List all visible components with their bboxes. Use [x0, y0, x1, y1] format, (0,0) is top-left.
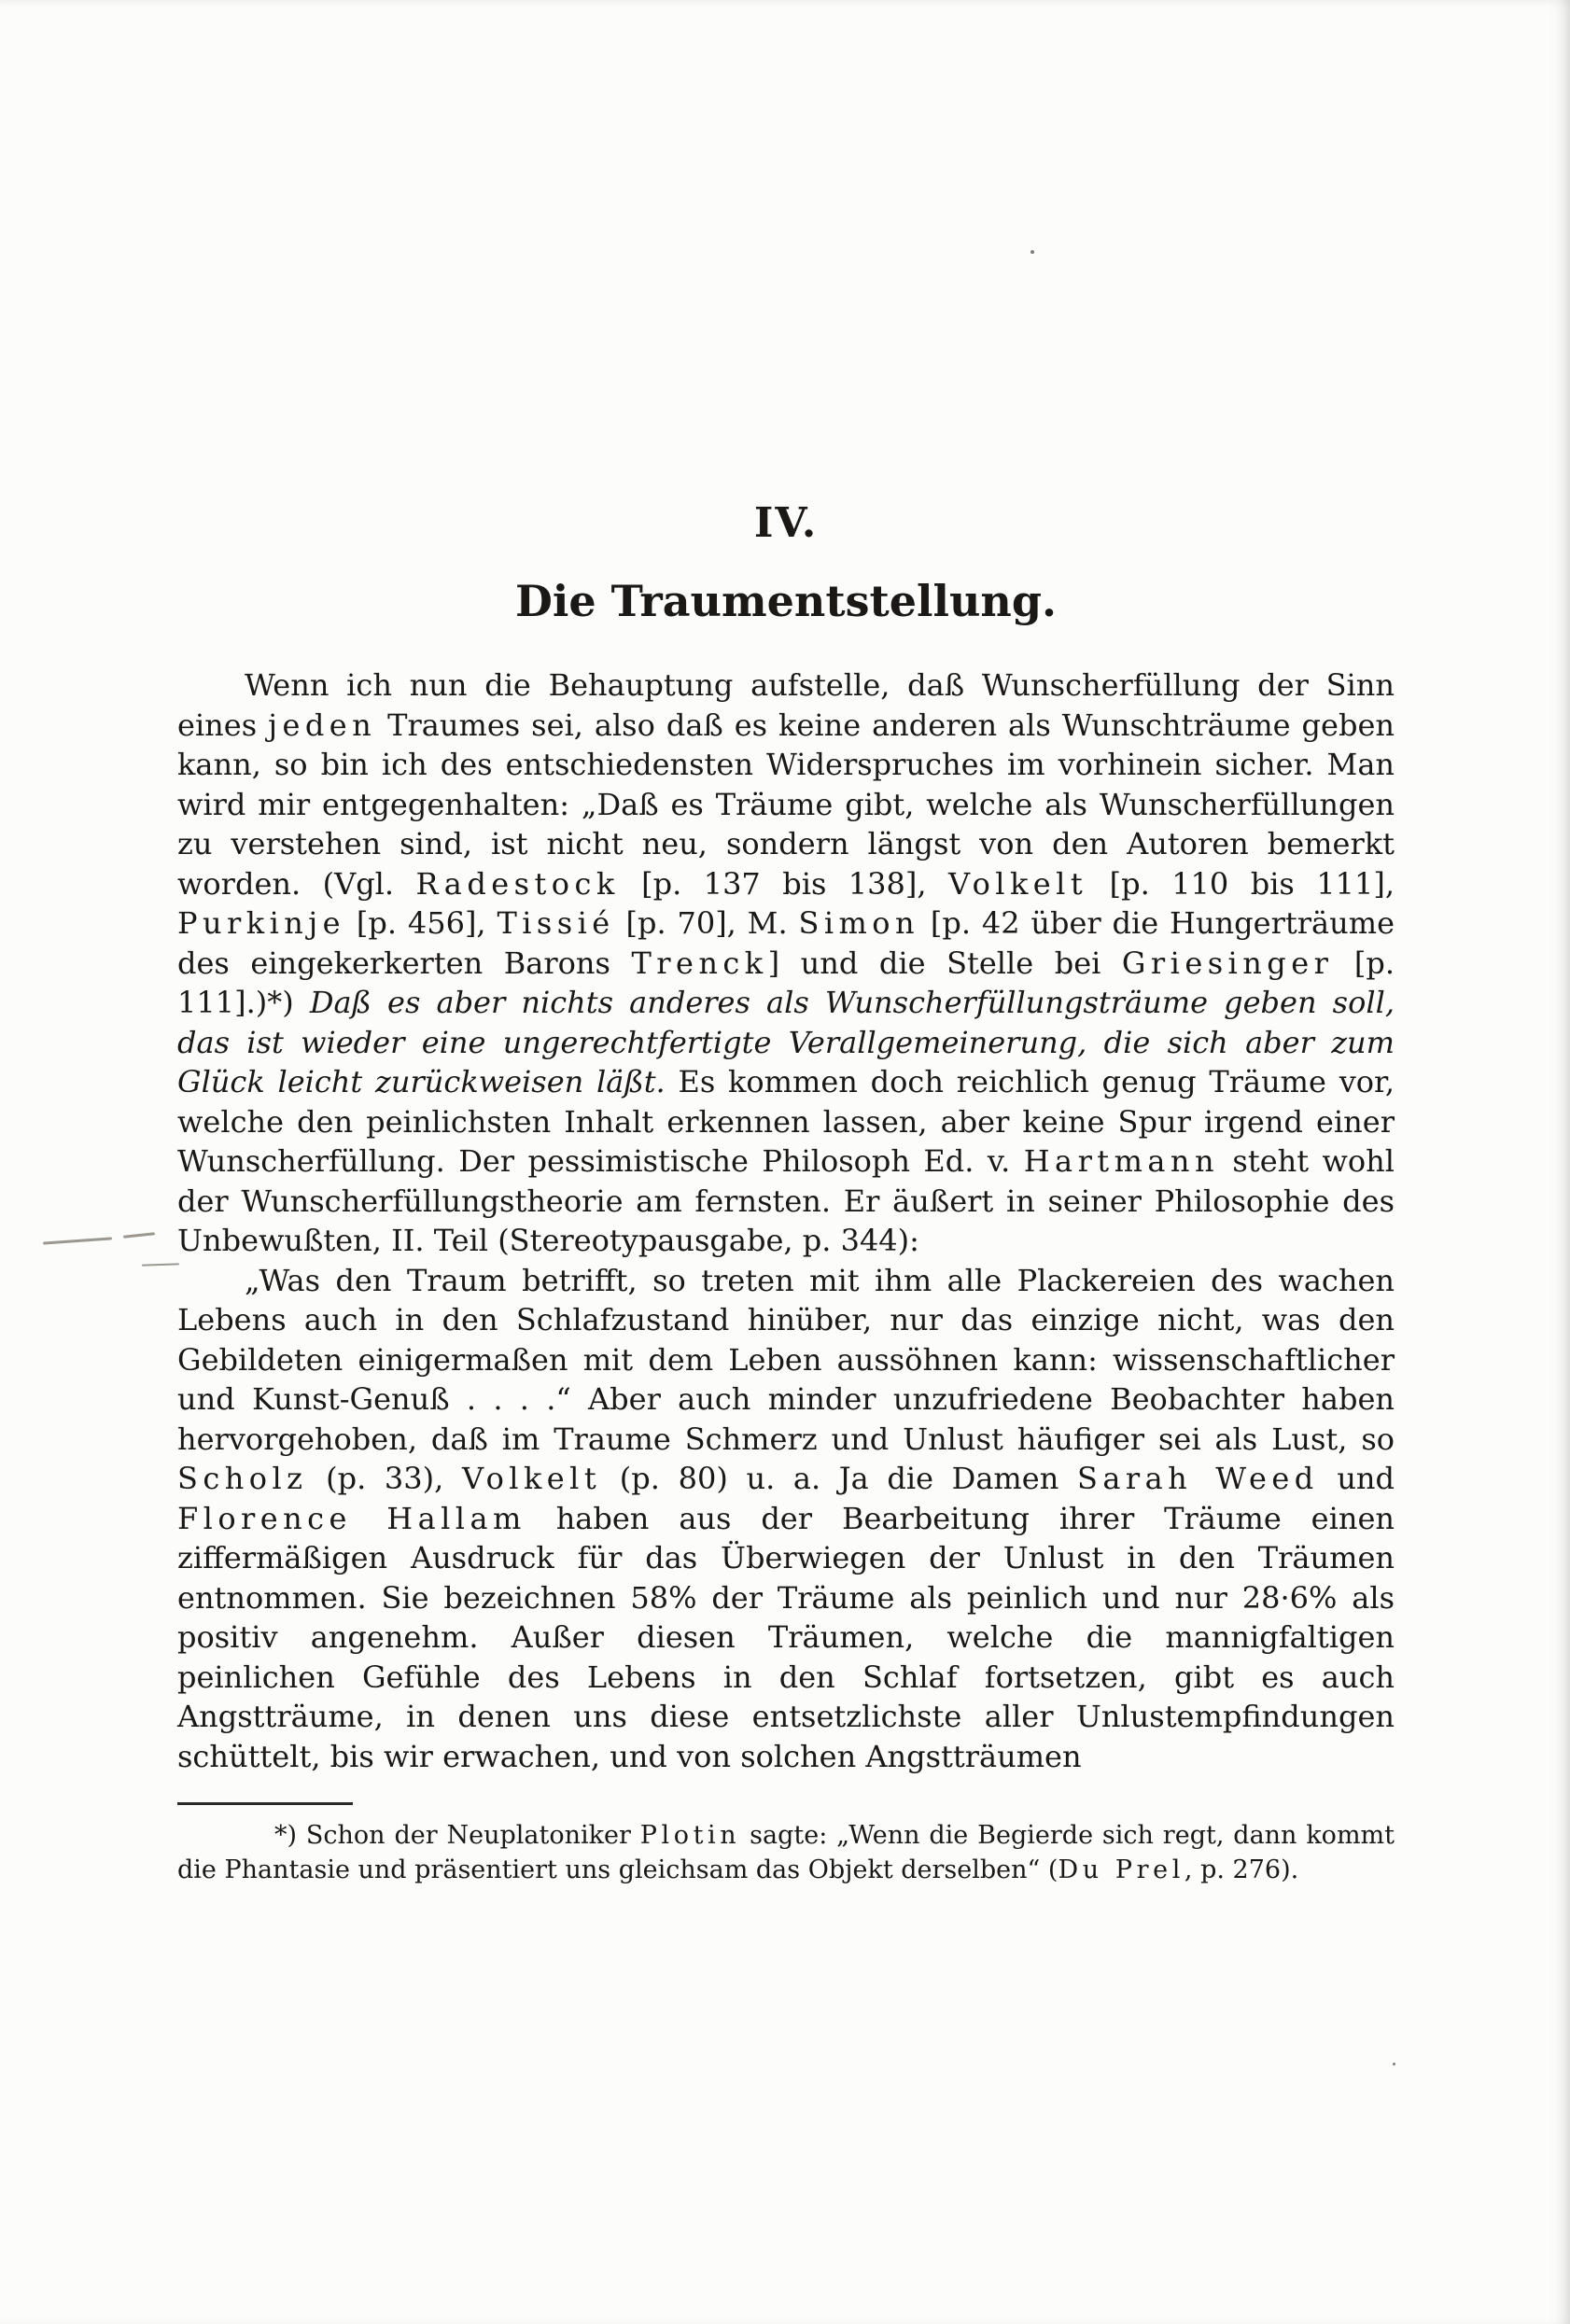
scan-speck — [1393, 2063, 1395, 2065]
letterspaced-name: Du Prel — [1058, 1855, 1185, 1884]
chapter-title: Die Traumentstellung. — [514, 576, 1058, 626]
pencil-mark — [142, 1263, 179, 1266]
paragraph — [177, 665, 1395, 1261]
text-run: [p. 70], M. — [614, 905, 799, 941]
text-run: sagte: „Wenn die Begierde sich regt, dann kommt die Phantasie und präsentiert uns gleichsam das Objekt derselben“ ( — [177, 1821, 1395, 1884]
letterspaced-name: jeden — [268, 707, 377, 743]
letterspaced-name: Simon — [798, 905, 920, 941]
pencil-mark — [43, 1237, 112, 1244]
text-run: , p. 276). — [1184, 1855, 1299, 1884]
text-run: und — [1318, 1461, 1395, 1496]
pencil-mark — [123, 1232, 155, 1239]
text-block — [177, 499, 1395, 1887]
chapter-number: IV. — [753, 499, 819, 547]
text-run: [p. 110 bis 111], — [1087, 865, 1395, 902]
text-run: haben aus der Bearbeitung ihrer Träume einen ziffermäßigen Ausdruck für das Überwiegen der Unlust in den Träumen entnommen. Sie bezeichnen 58% der Träume als peinlich und nur 28·6% als positiv angenehm. Außer diesen Träumen, welche die mannigfaltigen peinlichen Gefühle des Lebens in den Schlaf fortsetzen, gibt es auch Angstträume, in denen uns diese entsetzlichste aller Unlustempfindungen schüttelt, bis wir erwachen, und von solchen Angstträumen — [177, 1500, 1395, 1774]
letterspaced-name: Radestock — [415, 865, 620, 902]
text-run: Wenn ich nun die Behauptung aufstelle, daß Wunscherfüllung der Sinn eines — [177, 667, 1395, 743]
paragraph — [177, 1261, 1395, 1777]
footnote-rule — [177, 1802, 353, 1805]
scan-speck — [1030, 250, 1034, 254]
text-run: [p. 42 über die Hungerträume des eingekerkerten Barons — [177, 905, 1395, 981]
letterspaced-name: Hartmann — [1023, 1143, 1220, 1179]
text-run: (p. 80) u. a. Ja die Damen — [601, 1461, 1077, 1496]
text-run: [p. 137 bis 138], — [619, 865, 948, 902]
text-run: (p. 33), — [307, 1461, 462, 1496]
letterspaced-name: Volkelt — [947, 865, 1088, 902]
text-run: [p. 111].)*) — [177, 945, 1395, 1020]
text-run: Traumes sei, also daß es keine anderen als Wunschträume geben kann, so bin ich des entschiedensten Widerspruches im vorhinein sicher. Man wird mir entgegenhalten: „Daß es Träume gibt, welche als Wunscherfüllungen zu verstehen sind, ist nicht neu, sondern längst von den Autoren bemerkt worden. (Vgl. — [177, 707, 1395, 902]
letterspaced-name: Tissié — [497, 905, 615, 941]
text-run: ] und die Stelle bei — [767, 945, 1122, 981]
letterspaced-name: Griesinger — [1121, 945, 1334, 981]
text-run: steht wohl der Wunscherfüllungstheorie am fernsten. Er äußert in seiner Philosophie des Unbewußten, II. Teil (Stereotypausgabe, p. 344): — [177, 1143, 1395, 1258]
letterspaced-name: Purkinje — [177, 905, 346, 941]
text-run: Es kommen doch reichlich genug Träume vor, welche den peinlichsten Inhalt erkennen lassen, aber keine Spur irgend einer Wunscherfüllung. Der pessimistische Philosoph Ed. v. — [177, 1064, 1395, 1179]
letterspaced-name: Scholz — [177, 1461, 308, 1496]
text-run: *) Schon der Neuplatoniker — [274, 1821, 640, 1850]
text-run: „Was den Traum betrifft, so treten mit ihm alle Plackereien des wachen Lebens auch in den Schlafzustand hinüber, nur das einzige nicht, was den Gebildeten einigermaßen mit dem Leben aussöhnen kann: wissenschaftlicher und Kunst-Genuß . . . .“ Aber auch minder unzufriedene Beobachter haben hervorgehoben, daß im Traume Schmerz und Unlust häufiger sei als Lust, so — [177, 1262, 1395, 1457]
footnote-text — [177, 1818, 1395, 1887]
letterspaced-name: Volkelt — [461, 1461, 602, 1496]
letterspaced-name: Plotin — [639, 1821, 741, 1850]
text-run: [p. 456], — [345, 905, 498, 941]
body-paragraphs — [177, 665, 1395, 1776]
letterspaced-name: Florence Hallam — [177, 1500, 526, 1536]
letterspaced-name: Trenck — [631, 945, 768, 981]
italic-passage: Daß es aber nichts anderes als Wunscherfüllungsträume geben soll, das ist wieder eine ungerechtfertigte Verallgemeinerung, die sich aber zum Glück leicht zurückweisen läßt. — [177, 985, 1395, 1099]
letterspaced-name: Sarah Weed — [1076, 1461, 1319, 1496]
